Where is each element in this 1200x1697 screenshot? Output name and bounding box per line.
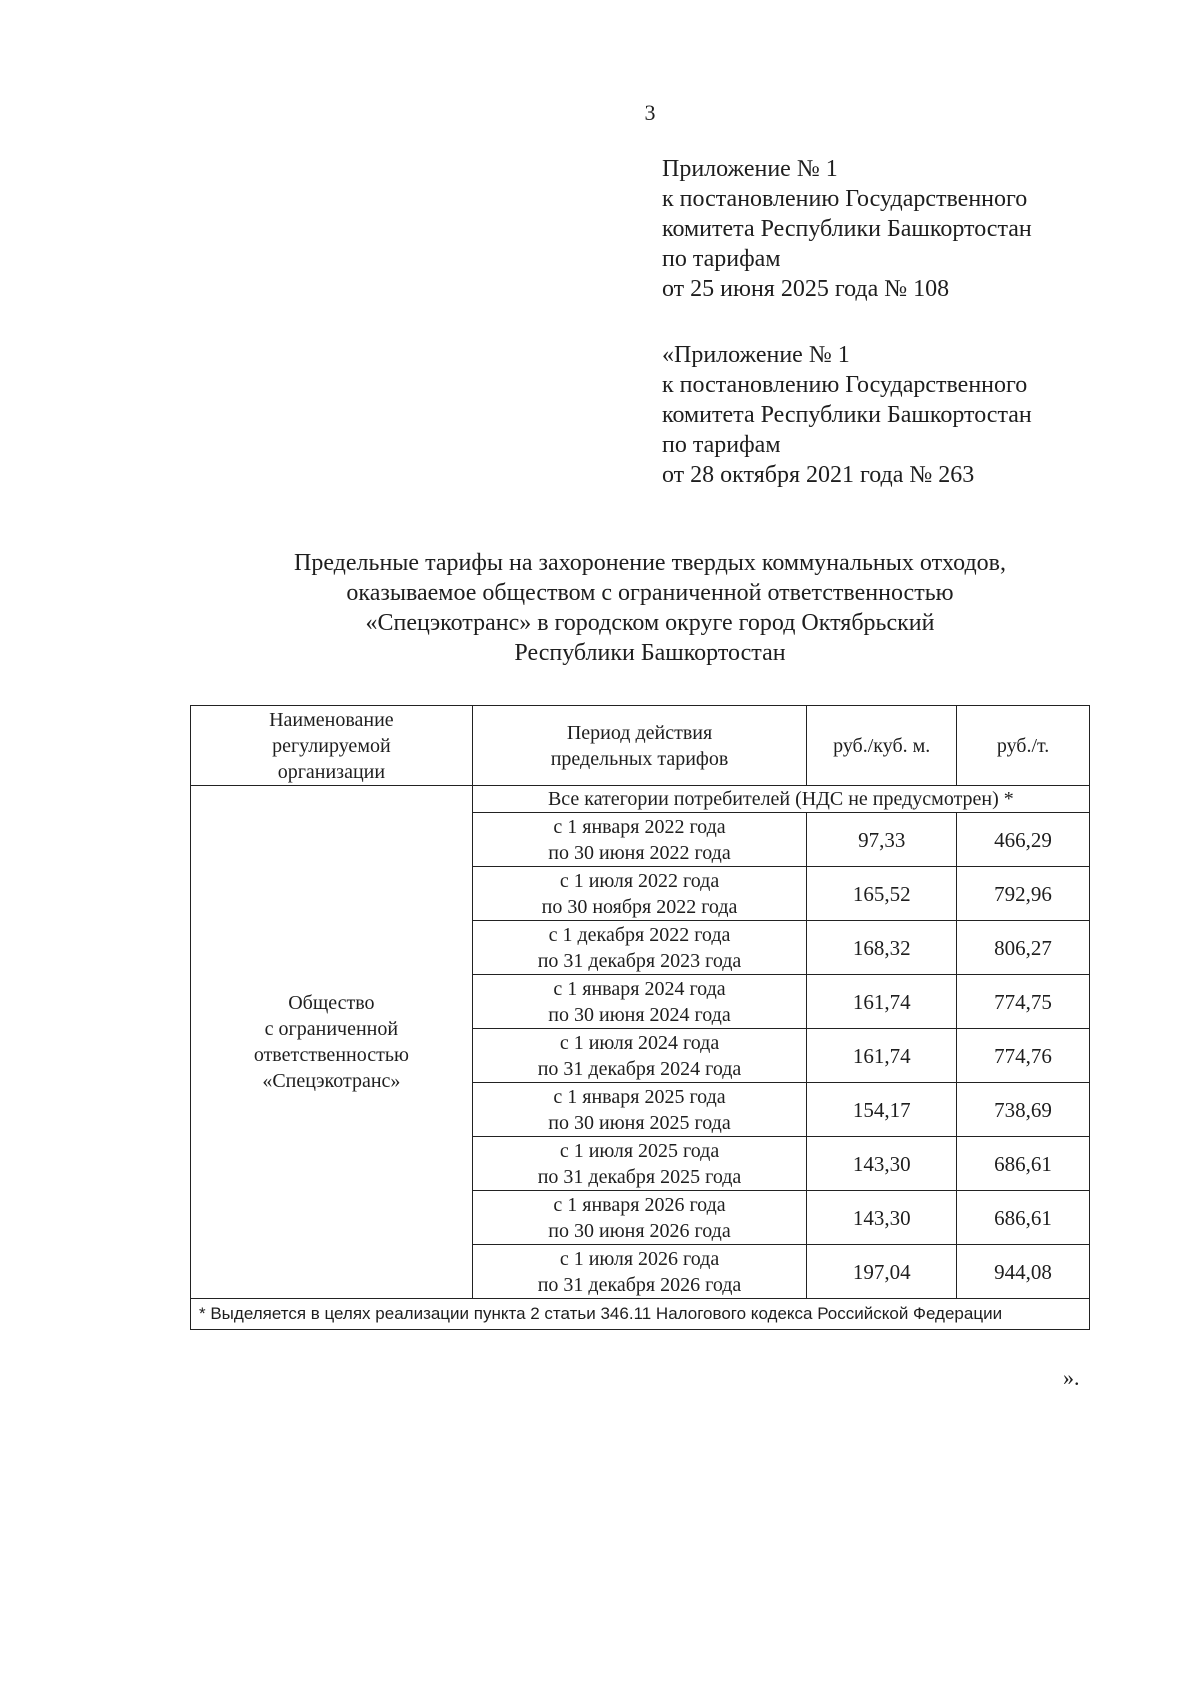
period-cell xyxy=(472,1137,807,1191)
period-cell xyxy=(472,813,807,867)
tariff-per-m3: 97,33 xyxy=(807,813,957,867)
tariff-per-ton: 806,27 xyxy=(957,921,1090,975)
tariff-per-ton: 738,69 xyxy=(957,1083,1090,1137)
document-title xyxy=(200,548,1100,668)
appendix-original-header xyxy=(662,340,1032,490)
period-from: с 1 декабря 2022 года xyxy=(548,923,731,946)
appendix-line: к постановлению Государственного xyxy=(662,186,1028,212)
closing-quote: ». xyxy=(1063,1365,1080,1390)
period-to: по 30 июня 2025 года xyxy=(548,1111,731,1134)
header-text: организации xyxy=(277,760,386,783)
tariffs-table xyxy=(190,705,1090,1330)
period-from: с 1 июля 2024 года xyxy=(559,1031,720,1054)
period-to: по 30 июня 2022 года xyxy=(548,841,731,864)
period-from: с 1 января 2024 года xyxy=(553,977,726,1000)
consumer-category: Все категории потребителей (НДС не предусмотрен) * xyxy=(472,786,1089,813)
organization-text: «Спецэкотранс» xyxy=(262,1070,401,1092)
tariff-per-ton: 774,76 xyxy=(957,1029,1090,1083)
header-text: регулируемой xyxy=(272,734,391,757)
period-cell xyxy=(472,975,807,1029)
period-to: по 31 декабря 2024 года xyxy=(537,1057,742,1080)
organization-text: ответственностью xyxy=(253,1044,409,1066)
period-cell xyxy=(472,921,807,975)
period-cell xyxy=(472,1191,807,1245)
period-from: с 1 июля 2022 года xyxy=(559,869,720,892)
appendix-line: комитета Республики Башкортостан xyxy=(662,402,1032,428)
header-text: Период действия xyxy=(566,721,713,744)
period-to: по 31 декабря 2025 года xyxy=(537,1165,742,1188)
tariff-per-m3: 161,74 xyxy=(807,975,957,1029)
title-line: Республики Башкортостан xyxy=(514,640,786,666)
organization-text: Общество xyxy=(288,992,375,1014)
header-text: предельных тарифов xyxy=(550,747,729,770)
tariff-per-m3: 168,32 xyxy=(807,921,957,975)
period-cell xyxy=(472,1083,807,1137)
period-to: по 31 декабря 2026 года xyxy=(537,1273,742,1296)
page-number: 3 xyxy=(644,100,656,125)
category-row xyxy=(191,786,1090,813)
table-header-row xyxy=(191,706,1090,786)
tariff-per-m3: 143,30 xyxy=(807,1137,957,1191)
organization-cell xyxy=(191,786,473,1299)
period-from: с 1 июля 2026 года xyxy=(559,1247,720,1270)
footnote-row xyxy=(191,1299,1090,1330)
tariff-per-ton: 466,29 xyxy=(957,813,1090,867)
period-cell xyxy=(472,1029,807,1083)
period-cell xyxy=(472,1245,807,1299)
tariff-per-ton: 686,61 xyxy=(957,1191,1090,1245)
title-line: «Спецэкотранс» в городском округе город Октябрьский xyxy=(365,610,935,636)
tariff-per-m3: 143,30 xyxy=(807,1191,957,1245)
tariff-per-ton: 686,61 xyxy=(957,1137,1090,1191)
header-text: Наименование xyxy=(269,708,394,731)
appendix-line: к постановлению Государственного xyxy=(662,372,1028,398)
footnote: * Выделяется в целях реализации пункта 2 статьи 346.11 Налогового кодекса Российской Федерации xyxy=(191,1299,1090,1330)
tariff-per-m3: 154,17 xyxy=(807,1083,957,1137)
tariff-per-m3: 161,74 xyxy=(807,1029,957,1083)
appendix-current-header xyxy=(662,154,1032,304)
tariff-per-m3: 165,52 xyxy=(807,867,957,921)
period-from: с 1 января 2025 года xyxy=(553,1085,726,1108)
header-period xyxy=(472,706,807,786)
appendix-line: по тарифам xyxy=(662,246,781,272)
period-to: по 31 декабря 2023 года xyxy=(537,949,742,972)
organization-text: с ограниченной xyxy=(264,1018,399,1040)
appendix-line: от 25 июня 2025 года № 108 xyxy=(662,276,950,302)
tariff-per-ton: 792,96 xyxy=(957,867,1090,921)
title-line: Предельные тарифы на захоронение твердых коммунальных отходов, xyxy=(294,550,1006,576)
header-organization xyxy=(191,706,473,786)
header-per-ton: руб./т. xyxy=(957,706,1090,786)
tariff-per-ton: 774,75 xyxy=(957,975,1090,1029)
title-line: оказываемое обществом с ограниченной ответственностью xyxy=(346,580,954,606)
appendix-line: от 28 октября 2021 года № 263 xyxy=(662,462,975,488)
appendix-line: «Приложение № 1 xyxy=(662,342,850,368)
header-per-m3: руб./куб. м. xyxy=(807,706,957,786)
period-from: с 1 января 2022 года xyxy=(553,815,726,838)
period-to: по 30 ноября 2022 года xyxy=(541,895,738,918)
appendix-line: Приложение № 1 xyxy=(662,156,838,182)
period-from: с 1 января 2026 года xyxy=(553,1193,726,1216)
tariff-per-ton: 944,08 xyxy=(957,1245,1090,1299)
appendix-line: комитета Республики Башкортостан xyxy=(662,216,1032,242)
period-to: по 30 июня 2024 года xyxy=(548,1003,731,1026)
appendix-line: по тарифам xyxy=(662,432,781,458)
period-from: с 1 июля 2025 года xyxy=(559,1139,720,1162)
period-cell xyxy=(472,867,807,921)
period-to: по 30 июня 2026 года xyxy=(548,1219,731,1242)
tariff-per-m3: 197,04 xyxy=(807,1245,957,1299)
